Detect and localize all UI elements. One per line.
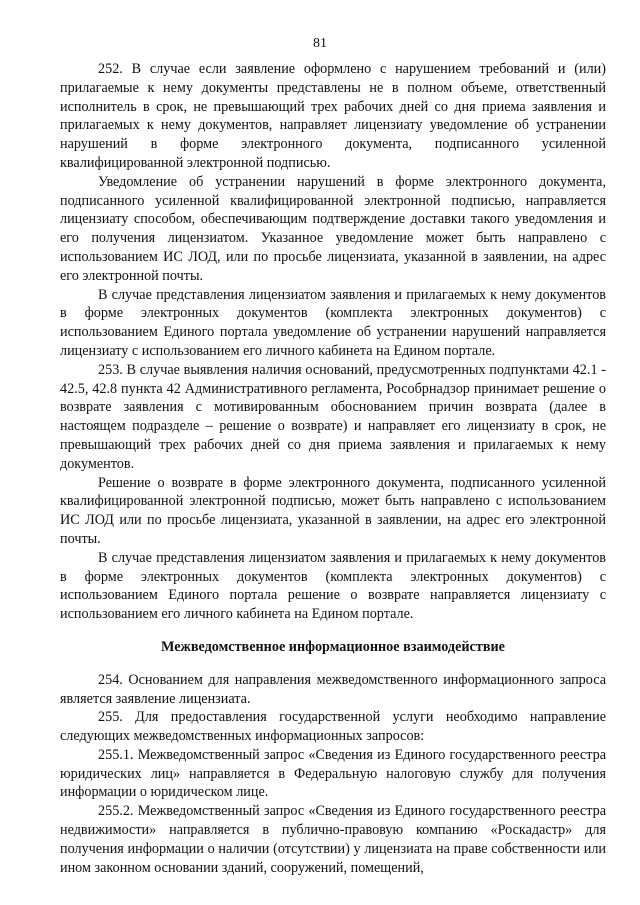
paragraph-255-2: 255.2. Межведомственный запрос «Сведения из Единого государственного реестра недвижимости» направляется в публично-правовую компанию «Роскадастр» для получения информации о наличии (отсутствии) у лицензиата на праве собственности или ином законном основании зданий, сооружений, помещений, bbox=[60, 803, 606, 876]
section-heading: Межведомственное информационное взаимодействие bbox=[161, 638, 505, 655]
paragraph-notification-delivery: Уведомление об устранении нарушений в форме электронного документа, подписанного усиленной квалифицированной электронной подписью, направляется лицензиату способом, обеспечивающим подтверждение доставки такого уведомления и его получения лицензиатом. Указанное уведомление может быть направлено с использованием ИС ЛОД, или по просьбе лицензиата, указанной в заявлении, на адрес его электронной почты. bbox=[60, 173, 606, 284]
paragraph-254: 254. Основанием для направления межведомственного информационного запроса является заявление лицензиата. bbox=[60, 671, 606, 707]
page-number: 81 bbox=[313, 36, 327, 51]
paragraph-return-decision: Решение о возврате в форме электронного документа, подписанного усиленной квалифицированной электронной подписью, может быть направлено с использованием ИС ЛОД или по просьбе лицензиата, указанной в заявлении, на адрес его электронной почты. bbox=[60, 474, 606, 547]
paragraph-253: 253. В случае выявления наличия оснований, предусмотренных подпунктами 42.1 - 42.5, 42.8 пункта 42 Административного регламента, Рособрнадзор принимает решение о возврате заявления с мотивированным обоснованием причин возврата (далее в настоящем подразделе – решение о возврате) и направляет его лицензиату в срок, не превышающий трех рабочих дней со дня приема заявления и прилагаемых к нему документов. bbox=[60, 361, 606, 472]
document-body bbox=[60, 60, 606, 877]
paragraph-252: 252. В случае если заявление оформлено с нарушением требований и (или) прилагаемые к нему документы представлены не в полном объеме, ответственный исполнитель в срок, не превышающий трех рабочих дней со дня приема заявления и прилагаемых к нему документов, направляет лицензиату уведомление об устранении нарушений в форме электронного документа, подписанного усиленной квалифицированной электронной подписью. bbox=[60, 61, 606, 171]
paragraph-portal-notification: В случае представления лицензиатом заявления и прилагаемых к нему документов в форме электронных документов (комплекта электронных документов) с использованием Единого портала уведомление об устранении нарушений направляется лицензиату с использованием его личного кабинета на Едином портале. bbox=[60, 286, 606, 359]
paragraph-255: 255. Для предоставления государственной услуги необходимо направление следующих межведомственных информационных запросов: bbox=[60, 709, 606, 745]
paragraph-255-1: 255.1. Межведомственный запрос «Сведения из Единого государственного реестра юридических лиц» направляется в Федеральную налоговую службу для получения информации о юридическом лице. bbox=[60, 746, 606, 801]
paragraph-portal-return: В случае представления лицензиатом заявления и прилагаемых к нему документов в форме электронных документов (комплекта электронных документов) с использованием Единого портала решение о возврате направляется лицензиату с использованием его личного кабинета на Едином портале. bbox=[60, 549, 606, 623]
